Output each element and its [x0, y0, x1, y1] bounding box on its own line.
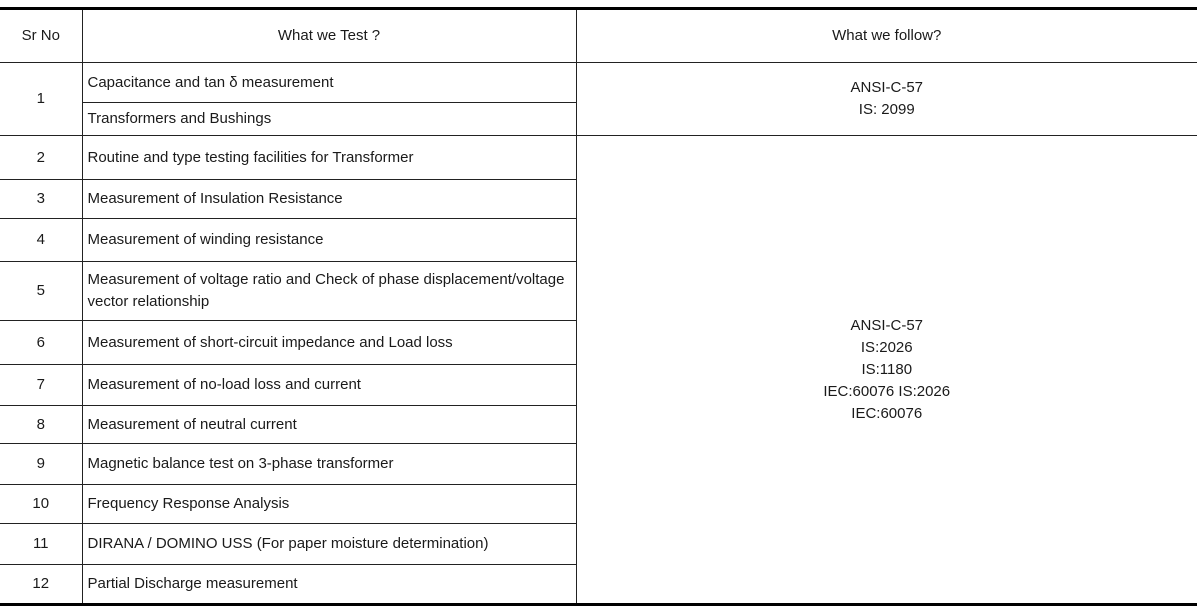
sr-no-cell: 3: [0, 180, 82, 219]
standards-cell-group-1: [576, 63, 1197, 136]
test-cell: Partial Discharge measurement: [82, 565, 576, 605]
sr-no-cell: 6: [0, 321, 82, 365]
test-standards-table-container: [0, 7, 1197, 606]
sr-no-cell: 11: [0, 524, 82, 565]
standard-text: IS:2026: [860, 338, 913, 356]
standard-text: IS: 2099: [858, 101, 915, 118]
test-cell: Measurement of no-load loss and current: [82, 365, 576, 406]
standard-text: IEC:60076: [851, 404, 923, 422]
test-cell: Frequency Response Analysis: [82, 485, 576, 524]
header-row: [0, 9, 1197, 63]
standard-text: IS:1180: [861, 360, 913, 378]
sr-no-cell: 9: [0, 444, 82, 485]
test-standards-table: [0, 7, 1197, 606]
header-what-we-follow: What we follow?: [576, 9, 1197, 63]
table-row: [0, 136, 1197, 180]
sr-no-cell: 8: [0, 406, 82, 444]
test-cell: Magnetic balance test on 3-phase transformer: [82, 444, 576, 485]
sr-no-cell: 10: [0, 485, 82, 524]
standard-text: ANSI-C-57: [850, 316, 924, 334]
sr-no-cell: 4: [0, 219, 82, 262]
standard-text: ANSI-C-57: [850, 79, 924, 96]
header-sr-no: Sr No: [0, 9, 82, 63]
sr-no-cell: 7: [0, 365, 82, 406]
sr-no-cell: 12: [0, 565, 82, 605]
test-cell: Measurement of Insulation Resistance: [82, 180, 576, 219]
table-row: [0, 63, 1197, 103]
sr-no-cell: 5: [0, 262, 82, 321]
test-cell: Capacitance and tan δ measurement: [82, 63, 576, 103]
test-cell: Measurement of voltage ratio and Check of phase displacement/voltage vector relationship: [82, 262, 576, 321]
test-cell: Measurement of short-circuit impedance and Load loss: [82, 321, 576, 365]
test-cell: DIRANA / DOMINO USS (For paper moisture determination): [82, 524, 576, 565]
standards-cell-group-2: [576, 136, 1197, 605]
sr-no-cell: 1: [0, 63, 82, 136]
test-cell: Measurement of neutral current: [82, 406, 576, 444]
test-cell: Routine and type testing facilities for Transformer: [82, 136, 576, 180]
header-what-we-test: What we Test ?: [82, 9, 576, 63]
test-cell: Measurement of winding resistance: [82, 219, 576, 262]
test-cell: Transformers and Bushings: [82, 103, 576, 136]
standard-text: IEC:60076 IS:2026: [823, 382, 951, 400]
sr-no-cell: 2: [0, 136, 82, 180]
